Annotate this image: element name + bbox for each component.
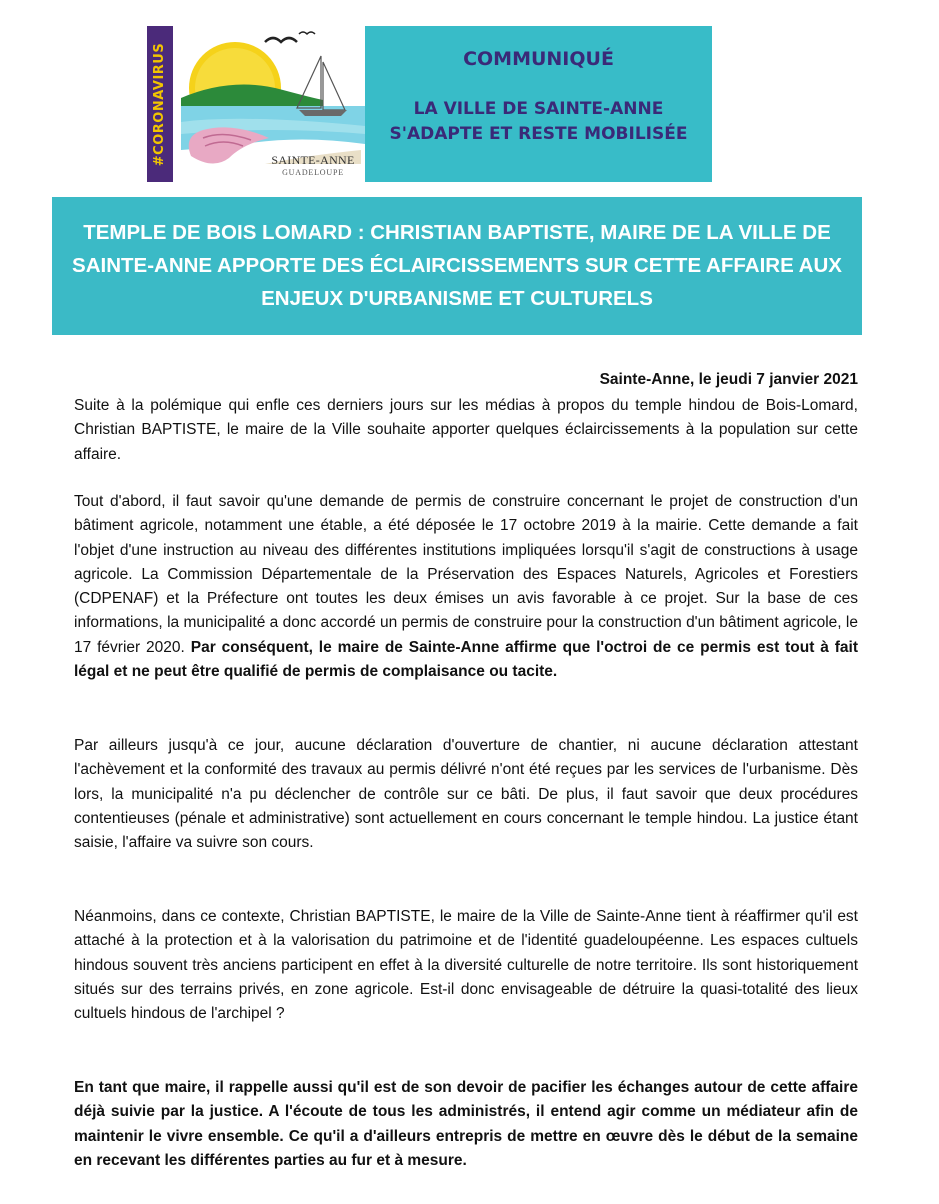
paragraph-permit [74, 490, 858, 684]
paragraph-permit-text: Tout d'abord, il faut savoir qu'une demande de permis de construire concernant le projet de construction d'un bâtiment agricole, notamment une étable, a été déposée le 17 octobre 2019 à la mairie. Cette demande a fait l'objet d'une instruction au niveau des différentes institutions impliquées lorsqu'il s'agit de constructions à usage agricole. La Commission Départementale de la Préservation des Espaces Naturels, Agricoles et Forestiers (CDPENAF) et la Préfecture ont toutes les deux émises un avis favorable à ce projet. Sur la base de ces informations, la municipalité a donc accordé un permis de construire pour la construction d'un bâtiment agricole, le 17 février 2020. [74, 493, 858, 656]
slogan-line-1: LA VILLE DE SAINTE-ANNE [413, 99, 664, 119]
paragraph-mediation: En tant que maire, il rappelle aussi qu'il est de son devoir de pacifier les échanges autour de cette affaire déjà suivie par la justice. A l'écoute de tous les administrés, il entend agir comme un médiateur afin de maintenir le vivre ensemble. Ce qu'il a d'ailleurs entrepris de mettre en œuvre dès le début de la semaine en recevant les différentes parties au fur et à mesure. [74, 1079, 858, 1169]
slogan [365, 97, 712, 147]
slogan-line-2: S'ADAPTE ET RESTE MOBILISÉE [389, 124, 688, 144]
city-logo [173, 26, 365, 182]
communique-label: COMMUNIQUÉ [463, 48, 614, 70]
logo-region-name: GUADELOUPE [282, 168, 344, 177]
communique-box [365, 26, 712, 182]
bird-icon [265, 38, 297, 42]
hashtag-bar [147, 26, 173, 182]
paragraph-procedures: Par ailleurs jusqu'à ce jour, aucune déclaration d'ouverture de chantier, ni aucune déclaration attestant l'achèvement et la conformité des travaux au permis délivré n'ont été reçues par les services de l'urbanisme. Dès lors, la municipalité n'a pu déclencher de contrôle sur ce bâti. De plus, il faut savoir que deux procédures contentieuses (pénale et administrative) sont actuellement en cours concernant le temple hindou. La justice étant saisie, l'affaire va suivre son cours. [74, 737, 858, 852]
dateline: Sainte-Anne, le jeudi 7 janvier 2021 [599, 371, 858, 388]
paragraph-intro: Suite à la polémique qui enfle ces derniers jours sur les médias à propos du temple hindou de Bois-Lomard, Christian BAPTISTE, le maire de la Ville souhaite apporter quelques éclaircissements à la population sur cette affaire. [74, 397, 858, 463]
logo-town-name: SAINTE-ANNE [271, 153, 355, 167]
paragraph-permit-conclusion: Par conséquent, le maire de Sainte-Anne affirme que l'octroi de ce permis est tout à fait légal et ne peut être qualifié de permis de complaisance ou tacite. [74, 638, 858, 681]
hashtag-label: #CORONAVIRUS [152, 42, 168, 166]
paragraph-heritage: Néanmoins, dans ce contexte, Christian BAPTISTE, le maire de la Ville de Sainte-Anne tient à réaffirmer qu'il est attaché à la protection et à la valorisation du patrimoine et de l'identité guadeloupéenne. Les espaces cultuels hindous souvent très anciens participent en effet à la diversité culturelle de notre territoire. Ils sont historiquement situés sur des terrains privés, en zone agricole. Est-il donc envisageable de détruire la quasi-totalité des lieux cultuels hindous de l'archipel ? [74, 908, 858, 1023]
header-banner [147, 26, 712, 182]
page-title: TEMPLE DE BOIS LOMARD : CHRISTIAN BAPTISTE, MAIRE DE LA VILLE DE SAINTE-ANNE APPORTE DES ÉCLAIRCISSEMENTS SUR CETTE AFFAIRE AUX ENJEUX D'URBANISME ET CULTURELS [52, 197, 862, 335]
